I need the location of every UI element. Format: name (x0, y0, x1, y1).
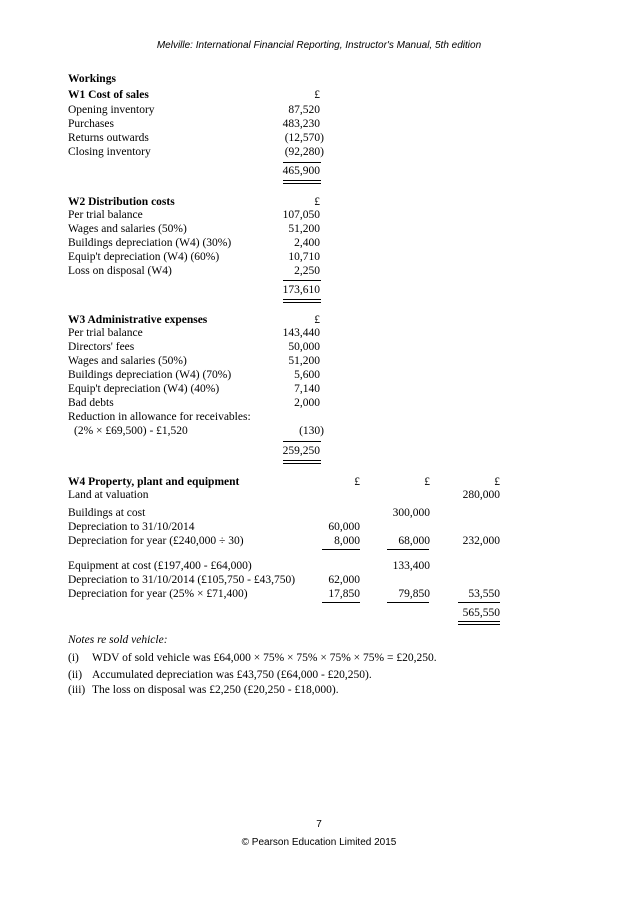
w1-col-header: £ (314, 89, 320, 101)
w1-row-label: Purchases (68, 118, 114, 130)
w2-row-value: 51,200 (288, 223, 320, 235)
note-text: WDV of sold vehicle was £64,000 × 75% × 75% × 75% × 75% = £20,250. (92, 652, 437, 664)
note-number: (iii) (68, 684, 86, 696)
w3-row-label: Reduction in allowance for receivables: (68, 411, 251, 423)
w4-rule (458, 602, 500, 603)
w4-equip-dep-year-c3: 53,550 (468, 588, 500, 600)
w4-land-c3: 280,000 (462, 489, 500, 501)
copyright-notice: © Pearson Education Limited 2015 (241, 837, 397, 848)
w2-row-value: 107,050 (282, 209, 320, 221)
w3-row-label: Wages and salaries (50%) (68, 355, 187, 367)
w3-row-value: (130) (299, 425, 324, 437)
note-number: (i) (68, 652, 79, 664)
w4-buildings-dep-year-c3: 232,000 (462, 535, 500, 547)
w1-row-value: 483,230 (282, 118, 320, 130)
w4-land-label: Land at valuation (68, 489, 149, 501)
w3-title: W3 Administrative expenses (68, 314, 208, 326)
w3-total: 259,250 (282, 445, 320, 457)
w4-buildings-dep-year-c1: 8,000 (334, 535, 360, 547)
workings-title: Workings (68, 73, 116, 85)
notes-title: Notes re sold vehicle: (68, 634, 168, 646)
w3-row-value: 7,140 (294, 383, 320, 395)
w4-col-header-2: £ (424, 476, 430, 488)
w4-buildings-dep-to-label: Depreciation to 31/10/2014 (68, 521, 195, 533)
w1-row-label: Opening inventory (68, 104, 155, 116)
page-number: 7 (316, 819, 322, 830)
w4-equip-dep-year-label: Depreciation for year (25% × £71,400) (68, 588, 248, 600)
w1-row-value: (12,570) (284, 132, 324, 144)
w3-row-value: 51,200 (288, 355, 320, 367)
w2-total-rule (283, 299, 321, 303)
w4-col-header-3: £ (494, 476, 500, 488)
page-header: Melville: International Financial Reporting, Instructor's Manual, 5th edition (156, 40, 482, 51)
w3-row-label: Directors' fees (68, 341, 135, 353)
note-number: (ii) (68, 669, 83, 681)
w4-buildings-dep-year-label: Depreciation for year (£240,000 ÷ 30) (68, 535, 244, 547)
w2-col-header: £ (314, 196, 320, 208)
w1-row-value: (92,280) (284, 146, 324, 158)
w4-buildings-cost-c2: 300,000 (392, 507, 430, 519)
w3-row-label: Bad debts (68, 397, 114, 409)
w4-equip-dep-year-c1: 17,850 (328, 588, 360, 600)
w4-rule (322, 602, 360, 603)
w4-total: 565,550 (462, 607, 500, 619)
w4-equip-dep-to-c1: 62,000 (328, 574, 360, 586)
w3-row-label: (2% × £69,500) - £1,520 (74, 425, 188, 437)
w4-buildings-dep-to-c1: 60,000 (328, 521, 360, 533)
w1-total: 465,900 (282, 165, 320, 177)
w1-subtotal-rule (283, 162, 321, 163)
w2-row-label: Wages and salaries (50%) (68, 223, 187, 235)
w3-row-label: Buildings depreciation (W4) (70%) (68, 369, 232, 381)
w4-equip-dep-year-c2: 79,850 (398, 588, 430, 600)
w3-row-value: 143,440 (282, 327, 320, 339)
w2-subtotal-rule (283, 280, 321, 281)
w2-row-value: 2,250 (294, 265, 320, 277)
w2-row-label: Equip't depreciation (W4) (60%) (68, 251, 220, 263)
w4-buildings-cost-label: Buildings at cost (68, 507, 146, 519)
w2-row-label: Loss on disposal (W4) (68, 265, 172, 277)
w3-row-label: Per trial balance (68, 327, 143, 339)
w4-rule (387, 602, 429, 603)
note-text: Accumulated depreciation was £43,750 (£64,000 - £20,250). (92, 669, 372, 681)
w2-row-label: Buildings depreciation (W4) (30%) (68, 237, 232, 249)
w4-equip-dep-to-label: Depreciation to 31/10/2014 (£105,750 - £43,750) (68, 574, 296, 586)
w2-total: 173,610 (282, 284, 320, 296)
w3-row-label: Equip't depreciation (W4) (40%) (68, 383, 220, 395)
w4-equip-cost-label: Equipment at cost (£197,400 - £64,000) (68, 560, 252, 572)
w4-rule (387, 549, 429, 550)
w1-row-label: Returns outwards (68, 132, 149, 144)
w1-row-label: Closing inventory (68, 146, 151, 158)
note-text: The loss on disposal was £2,250 (£20,250 - £18,000). (92, 684, 339, 696)
w4-equip-cost-c2: 133,400 (392, 560, 430, 572)
w4-total-rule (458, 621, 500, 625)
w1-total-rule (283, 180, 321, 184)
w2-row-value: 10,710 (288, 251, 320, 263)
w4-rule (322, 549, 360, 550)
w3-total-rule (283, 460, 321, 464)
w3-row-value: 5,600 (294, 369, 320, 381)
w4-buildings-dep-year-c2: 68,000 (398, 535, 430, 547)
w2-row-label: Per trial balance (68, 209, 143, 221)
w2-row-value: 2,400 (294, 237, 320, 249)
w1-row-value: 87,520 (288, 104, 320, 116)
w1-title: W1 Cost of sales (68, 89, 149, 101)
w4-col-header-1: £ (354, 476, 360, 488)
w3-row-value: 2,000 (294, 397, 320, 409)
w2-title: W2 Distribution costs (68, 196, 175, 208)
w3-row-value: 50,000 (288, 341, 320, 353)
w3-subtotal-rule (283, 441, 321, 442)
w3-col-header: £ (314, 314, 320, 326)
w4-title: W4 Property, plant and equipment (68, 476, 240, 488)
